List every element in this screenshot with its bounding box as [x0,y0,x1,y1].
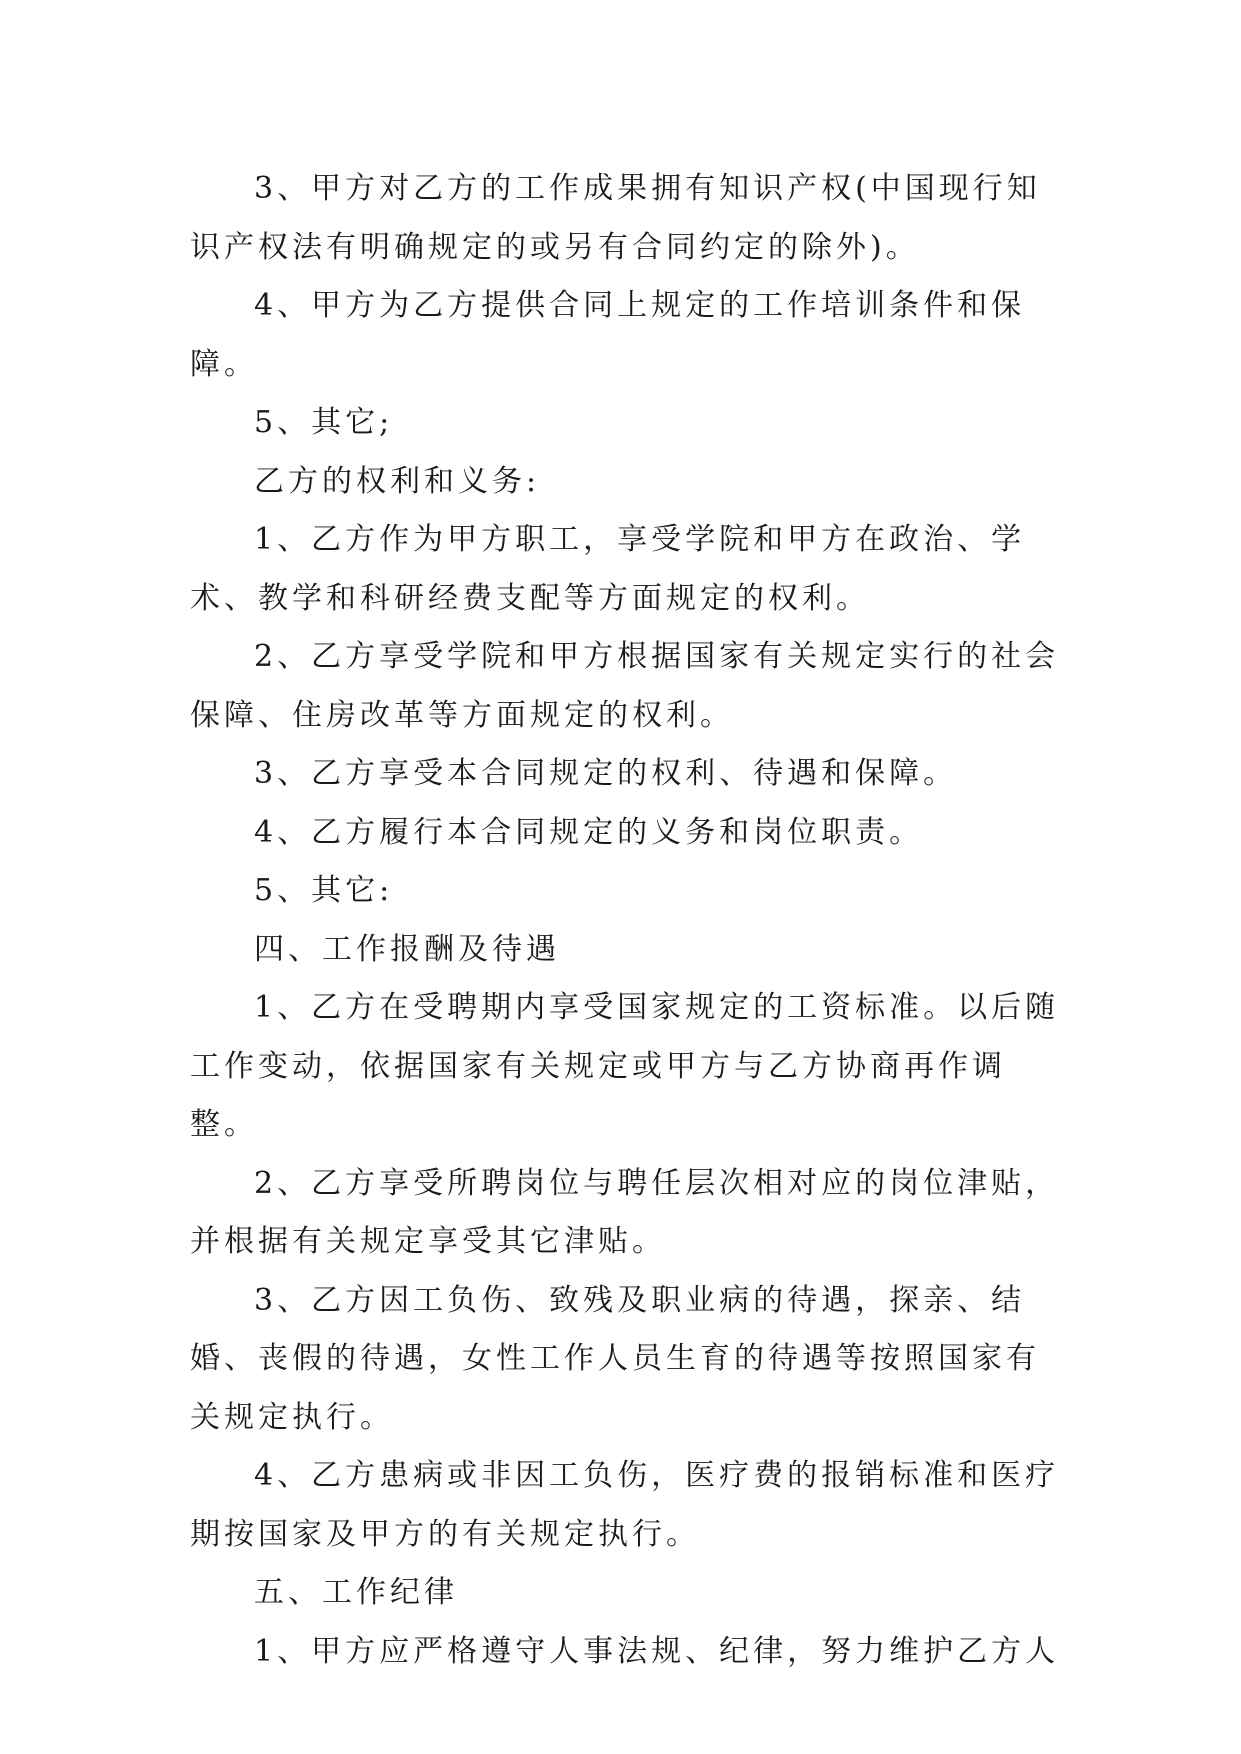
paragraph-b-rights-1: 1、乙方作为甲方职工，享受学院和甲方在政治、学术、教学和科研经费支配等方面规定的权利。 [190,522,1026,616]
paragraph-salary: 1、乙方在受聘期内享受国家规定的工资标准。以后随工作变动，依据国家有关规定或甲方与乙方协商再作调整。 [190,990,1060,1142]
paragraph-b-rights-4: 4、乙方履行本合同规定的义务和岗位职责。 [254,814,924,850]
paragraph-other-1: 5、其它; [254,405,394,440]
paragraph-injury-benefits: 3、乙方因工负伤、致残及职业病的待遇，探亲、结婚、丧假的待遇，女性工作人员生育的待遇等按照国家有关规定执行。 [190,1282,1040,1435]
section-heading-compensation: 四、工作报酬及待遇 [254,931,560,967]
paragraph-ip-rights: 3、甲方对乙方的工作成果拥有知识产权(中国现行知识产权法有明确规定的或另有合同约定的除外)。 [190,171,1041,265]
paragraph-allowance: 2、乙方享受所聘岗位与聘任层次相对应的岗位津贴，并根据有关规定享受其它津贴。 [190,1165,1060,1259]
paragraph-medical: 4、乙方患病或非因工负伤，医疗费的报销标准和医疗期按国家及甲方的有关规定执行。 [190,1458,1060,1552]
section-heading-discipline: 五、工作纪律 [254,1575,458,1610]
paragraph-b-rights-2: 2、乙方享受学院和甲方根据国家有关规定实行的社会保障、住房改革等方面规定的权利。 [190,639,1060,733]
paragraph-training: 4、甲方为乙方提供合同上规定的工作培训条件和保障。 [190,288,1026,382]
document-body [190,160,1060,1681]
paragraph-other-2: 5、其它: [254,873,394,908]
paragraph-discipline-1: 1、甲方应严格遵守人事法规、纪律，努力维护乙方人 [254,1633,1060,1669]
section-heading-party-b-rights: 乙方的权利和义务: [254,463,541,499]
paragraph-b-rights-3: 3、乙方享受本合同规定的权利、待遇和保障。 [254,756,958,791]
